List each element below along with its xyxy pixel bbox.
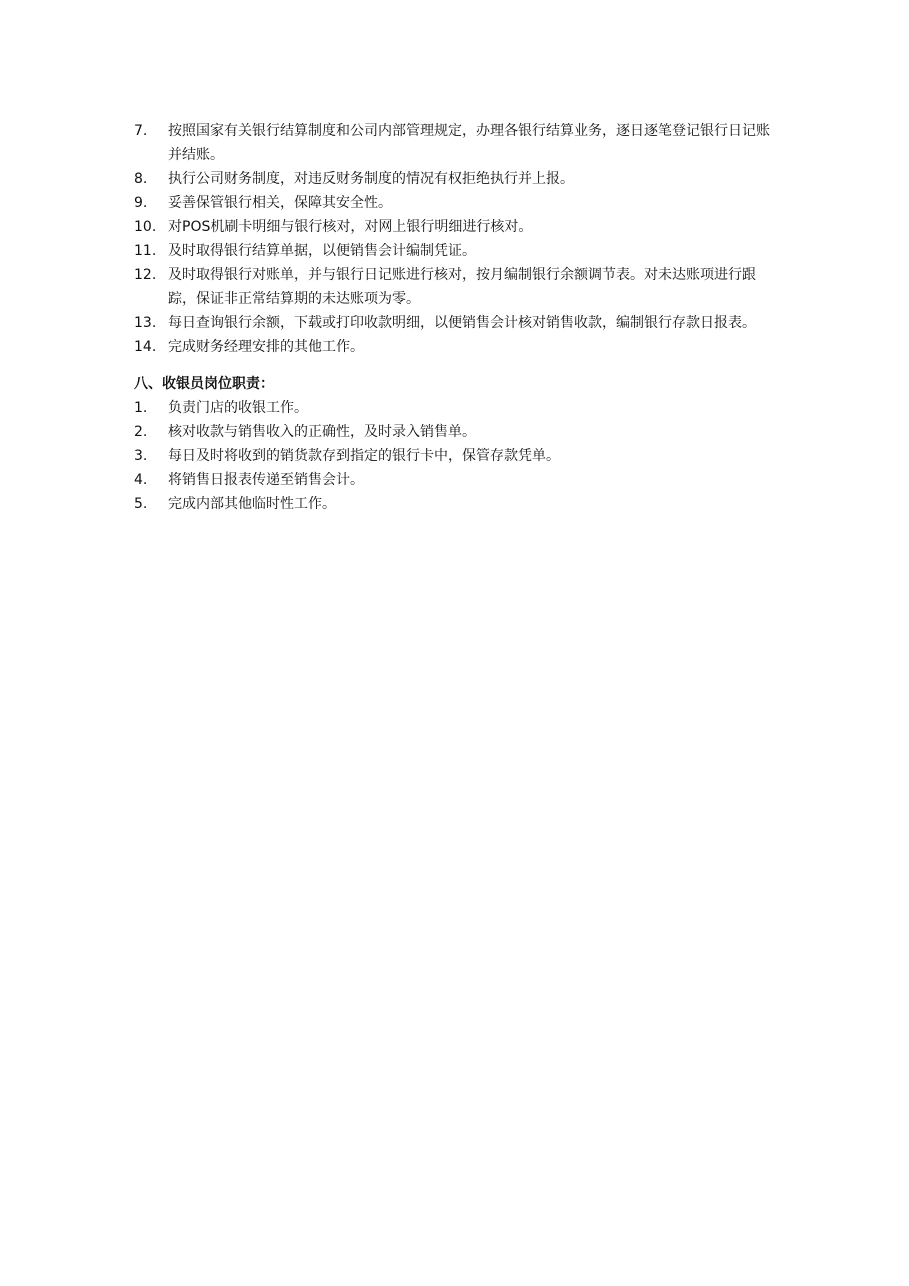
list-item	[134, 167, 780, 191]
item-number: 14.	[134, 339, 157, 355]
item-number: 11.	[134, 243, 157, 259]
item-number: 1.	[134, 400, 148, 416]
item-text: 及时取得银行结算单据，以便销售会计编制凭证。	[168, 243, 476, 259]
item-number: 5.	[134, 496, 148, 512]
section-seven-list	[134, 119, 780, 359]
item-text: 按照国家有关银行结算制度和公司内部管理规定，办理各银行结算业务，逐日逐笔登记银行日记账并结账。	[168, 123, 770, 163]
item-text: 对POS机刷卡明细与银行核对，对网上银行明细进行核对。	[168, 219, 533, 235]
list-item	[134, 492, 780, 516]
item-number: 4.	[134, 472, 148, 488]
item-number: 10.	[134, 219, 157, 235]
item-number: 12.	[134, 267, 157, 283]
item-number: 13.	[134, 315, 157, 331]
document-content	[134, 119, 780, 516]
item-text: 执行公司财务制度，对违反财务制度的情况有权拒绝执行并上报。	[168, 171, 574, 187]
item-number: 7.	[134, 123, 148, 139]
list-item	[134, 119, 780, 167]
item-number: 3.	[134, 448, 148, 464]
item-number: 8.	[134, 171, 148, 187]
item-text: 每日及时将收到的销货款存到指定的银行卡中，保管存款凭单。	[168, 448, 560, 464]
section-heading: 八、收银员岗位职责：	[134, 376, 274, 392]
item-text: 负责门店的收银工作。	[168, 400, 308, 416]
list-item	[134, 420, 780, 444]
list-item	[134, 335, 780, 359]
section-eight-list	[134, 396, 780, 516]
list-item	[134, 444, 780, 468]
list-item	[134, 396, 780, 420]
list-item	[134, 311, 780, 335]
item-text: 妥善保管银行相关，保障其安全性。	[168, 195, 392, 211]
item-text: 核对收款与销售收入的正确性，及时录入销售单。	[168, 424, 476, 440]
item-number: 2.	[134, 424, 148, 440]
item-text: 及时取得银行对账单，并与银行日记账进行核对，按月编制银行余额调节表。对未达账项进行跟踪，保证非正常结算期的未达账项为零。	[168, 267, 756, 307]
item-text: 将销售日报表传递至销售会计。	[168, 472, 364, 488]
list-item	[134, 215, 780, 239]
item-number: 9.	[134, 195, 148, 211]
item-text: 每日查询银行余额，下载或打印收款明细，以便销售会计核对销售收款，编制银行存款日报表。	[168, 315, 756, 331]
list-item	[134, 239, 780, 263]
list-item	[134, 191, 780, 215]
item-text: 完成财务经理安排的其他工作。	[168, 339, 364, 355]
list-item	[134, 468, 780, 492]
list-item	[134, 263, 780, 311]
item-text: 完成内部其他临时性工作。	[168, 496, 336, 512]
